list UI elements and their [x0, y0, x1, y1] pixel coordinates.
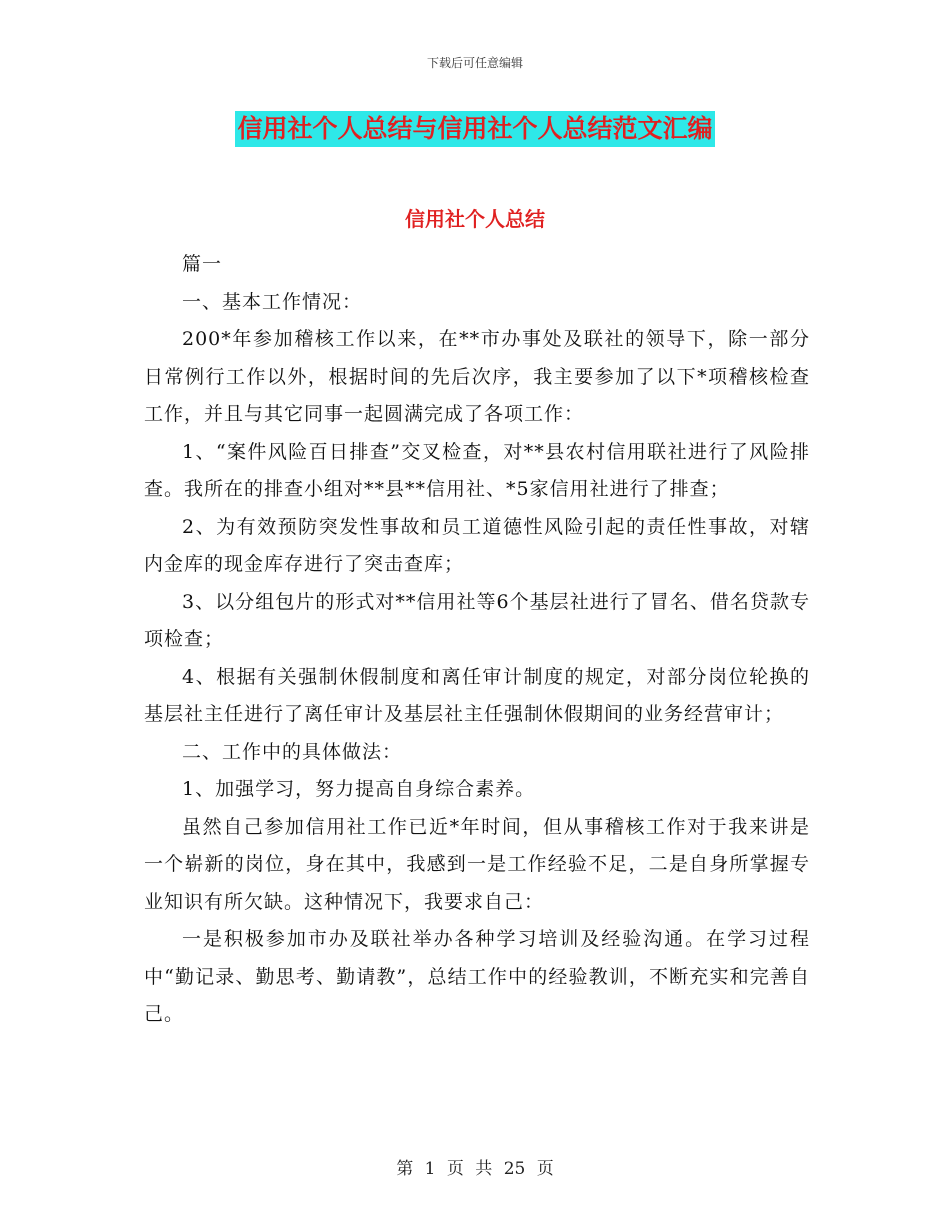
document-body: [144, 246, 810, 1034]
paragraph: 2、为有效预防突发性事故和员工道德性风险引起的责任性事故，对辖内金库的现金库存进行了突击查库；: [144, 515, 810, 575]
paragraph: 一是积极参加市办及联社举办各种学习培训及经验沟通。在学习过程中“勤记录、勤思考、勤请教”，总结工作中的经验教训，不断充实和完善自己。: [144, 928, 810, 1025]
document-title: [0, 111, 950, 147]
paragraph: 200*年参加稽核工作以来，在**市办事处及联社的领导下，除一部分日常例行工作以外，根据时间的先后次序，我主要参加了以下*项稽核检查工作，并且与其它同事一起圆满完成了各项工作：: [144, 328, 810, 425]
section-title: 信用社个人总结: [405, 207, 545, 231]
paragraph: 一、基本工作情况：: [182, 290, 363, 313]
paragraph: 虽然自己参加信用社工作已近*年时间，但从事稽核工作对于我来讲是一个崭新的岗位，身在其中，我感到一是工作经验不足，二是自身所掌握专业知识有所欠缺。这种情况下，我要求自己：: [144, 815, 810, 913]
paragraph: 1、加强学习，努力提高自身综合素养。: [182, 778, 536, 800]
document-title-text: 信用社个人总结与信用社个人总结范文汇编: [235, 111, 714, 147]
paragraph: 3、以分组包片的形式对**信用社等6个基层社进行了冒名、借名贷款专项检查；: [144, 590, 810, 650]
paragraph: 1、“案件风险百日排查”交叉检查，对**县农村信用联社进行了风险排查。我所在的排查小组对**县**信用社、*5家信用社进行了排查；: [144, 440, 810, 500]
header-note: 下载后可任意编辑: [426, 56, 523, 70]
paragraph: 二、工作中的具体做法：: [182, 740, 403, 763]
paragraph: 篇一: [182, 253, 223, 275]
paragraph: 4、根据有关强制休假制度和离任审计制度的规定，对部分岗位轮换的基层社主任进行了离任审计及基层社主任强制休假期间的业务经营审计；: [144, 665, 810, 725]
page-footer: 第 1 页 共 25 页: [396, 1159, 554, 1179]
